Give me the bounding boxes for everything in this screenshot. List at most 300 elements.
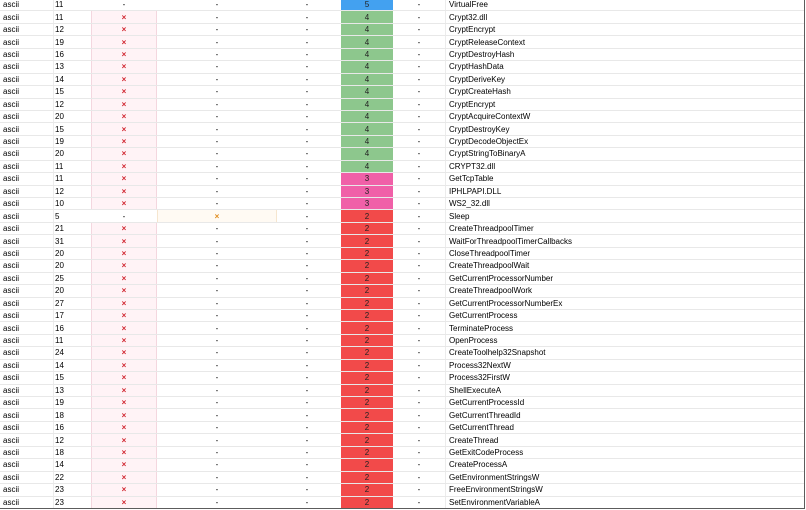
string-value-cell-text: CryptDestroyKey [449,124,510,134]
string-value-cell[interactable] [449,484,799,495]
flag-cell-1 [91,173,157,184]
flag-cell-4 [393,422,445,433]
flag-cell-2 [157,99,277,110]
length-cell-text: 12 [55,99,64,109]
score-cell-text: 4 [364,49,370,59]
type-cell [3,472,51,483]
flag-cell-4-text: - [417,174,421,184]
length-cell [55,385,91,396]
flag-cell-4 [393,36,445,47]
table-row[interactable] [0,310,805,322]
flag-cell-2 [157,0,277,10]
table-row[interactable] [0,0,805,11]
flag-cell-3 [277,136,337,147]
type-cell [3,497,51,508]
flag-cell-1 [91,322,157,333]
flag-cell-3-text: - [305,74,309,84]
string-value-cell-text: Sleep [449,211,470,221]
table-row[interactable] [0,497,805,509]
string-value-cell[interactable] [449,223,799,234]
table-row[interactable] [0,161,805,173]
flag-cell-3-text: - [305,161,309,171]
string-value-cell[interactable] [449,161,799,172]
flag-cell-2 [157,260,277,271]
table-row[interactable] [0,385,805,397]
length-cell [55,360,91,371]
length-cell [55,99,91,110]
flag-cell-4-text: - [417,161,421,171]
table-row[interactable] [0,273,805,285]
string-value-cell[interactable] [449,472,799,483]
flag-cell-2 [157,111,277,122]
table-row[interactable] [0,148,805,160]
flag-cell-2-text: - [215,410,219,420]
flag-cell-4-text: - [417,186,421,196]
table-row[interactable] [0,298,805,310]
flag-cell-2 [157,248,277,259]
table-row[interactable] [0,484,805,496]
string-value-cell[interactable] [449,198,799,209]
length-cell [55,148,91,159]
flag-cell-1-text: - [122,211,126,221]
score-cell-text: 4 [364,62,370,72]
type-cell [3,285,51,296]
table-row[interactable] [0,372,805,384]
flag-cell-4-text: - [417,472,421,482]
flag-cell-3-text: - [305,398,309,408]
type-cell [3,235,51,246]
length-cell [55,86,91,97]
flag-cell-4 [393,24,445,35]
type-cell-text: ascii [3,435,20,445]
table-row[interactable] [0,235,805,247]
string-value-cell[interactable] [449,235,799,246]
type-cell [3,335,51,346]
score-cell-text: 4 [364,25,370,35]
string-value-cell[interactable] [449,385,799,396]
string-value-cell-text: CreateThreadpoolWork [449,286,533,296]
table-row[interactable] [0,49,805,61]
flag-cell-3 [277,385,337,396]
string-value-cell[interactable] [449,434,799,445]
table-row[interactable] [0,136,805,148]
flag-cell-3 [277,322,337,333]
table-row[interactable] [0,422,805,434]
x-mark-icon: × [121,137,127,147]
length-cell [55,397,91,408]
string-value-cell[interactable] [449,61,799,72]
length-cell-text: 13 [55,62,64,72]
score-cell-text: 2 [364,261,370,271]
flag-cell-3-text: - [305,211,309,221]
x-mark-icon: × [121,99,127,109]
flag-cell-2-text: - [215,373,219,383]
table-row[interactable] [0,24,805,36]
length-cell [55,198,91,209]
flag-cell-1 [91,223,157,234]
flag-cell-2 [157,409,277,420]
string-value-cell-text: CryptReleaseContext [449,37,526,47]
flag-cell-4-text: - [417,112,421,122]
length-cell [55,409,91,420]
string-value-cell[interactable] [449,148,799,159]
flag-cell-1-text: - [122,0,126,10]
type-cell-text: ascii [3,261,20,271]
type-cell [3,99,51,110]
flag-cell-1 [91,99,157,110]
length-cell-text: 20 [55,248,64,258]
flag-cell-1 [91,198,157,209]
score-cell [341,385,393,396]
score-cell [341,148,393,159]
flag-cell-2-text: - [215,485,219,495]
string-value-cell[interactable] [449,347,799,358]
string-value-cell[interactable] [449,49,799,60]
string-value-cell[interactable] [449,111,799,122]
flag-cell-4 [393,161,445,172]
flag-cell-3-text: - [305,87,309,97]
type-cell-text: ascii [3,398,20,408]
type-cell [3,409,51,420]
score-cell [341,472,393,483]
flag-cell-2-text: - [215,311,219,321]
flag-cell-4-text: - [417,435,421,445]
table-row[interactable] [0,11,805,23]
string-value-cell-text: Process32NextW [449,360,511,370]
length-cell-text: 20 [55,149,64,159]
table-row[interactable] [0,409,805,421]
score-cell-text: 2 [364,360,370,370]
type-cell [3,248,51,259]
flag-cell-4-text: - [417,298,421,308]
table-row[interactable] [0,472,805,484]
length-cell-text: 19 [55,398,64,408]
string-value-cell[interactable] [449,422,799,433]
string-value-cell[interactable] [449,310,799,321]
table-row[interactable] [0,198,805,210]
type-cell-text: ascii [3,323,20,333]
score-cell [341,422,393,433]
string-value-cell-text: WaitForThreadpoolTimerCallbacks [449,236,572,246]
flag-cell-3 [277,49,337,60]
string-value-cell[interactable] [449,248,799,259]
flag-cell-1 [91,161,157,172]
table-row[interactable] [0,210,805,222]
type-cell-text: ascii [3,49,20,59]
score-cell [341,459,393,470]
type-cell [3,0,51,10]
flag-cell-2-text: - [215,186,219,196]
flag-cell-3-text: - [305,12,309,22]
flag-cell-2-text: - [215,25,219,35]
type-cell-text: ascii [3,248,20,258]
length-cell-text: 22 [55,472,64,482]
score-cell-text: 2 [364,211,370,221]
length-cell [55,459,91,470]
length-cell-text: 5 [55,211,60,221]
score-cell [341,223,393,234]
flag-cell-4 [393,173,445,184]
flag-cell-1 [91,409,157,420]
flag-cell-3-text: - [305,248,309,258]
string-value-cell-text: FreeEnvironmentStringsW [449,485,543,495]
flag-cell-4 [393,0,445,10]
flag-cell-3-text: - [305,199,309,209]
table-row[interactable] [0,397,805,409]
length-cell [55,248,91,259]
flag-cell-2 [157,210,277,221]
score-cell [341,447,393,458]
flag-cell-2 [157,322,277,333]
flag-cell-1 [91,335,157,346]
string-value-cell[interactable] [449,74,799,85]
length-cell-text: 19 [55,37,64,47]
score-cell-text: 4 [364,87,370,97]
flag-cell-3 [277,260,337,271]
flag-cell-3 [277,298,337,309]
string-value-cell[interactable] [449,322,799,333]
string-value-cell[interactable] [449,335,799,346]
type-cell-text: ascii [3,485,20,495]
length-cell [55,310,91,321]
table-row[interactable] [0,248,805,260]
string-value-cell[interactable] [449,99,799,110]
table-row[interactable] [0,86,805,98]
string-value-cell-text: TerminateProcess [449,323,514,333]
flag-cell-1 [91,74,157,85]
flag-cell-2 [157,223,277,234]
flag-cell-3 [277,335,337,346]
string-value-cell[interactable] [449,497,799,508]
string-value-cell-text: CreateThread [449,435,499,445]
type-cell-text: ascii [3,298,20,308]
table-row[interactable] [0,322,805,334]
x-mark-icon: × [121,447,127,457]
flag-cell-3 [277,447,337,458]
table-row[interactable] [0,173,805,185]
x-mark-icon: × [121,37,127,47]
flag-cell-3 [277,409,337,420]
string-value-cell[interactable] [449,136,799,147]
flag-cell-4 [393,459,445,470]
type-cell-text: ascii [3,174,20,184]
flag-cell-2 [157,310,277,321]
string-value-cell[interactable] [449,24,799,35]
table-row[interactable] [0,434,805,446]
string-value-cell-text: CreateThreadpoolTimer [449,224,534,234]
string-value-cell[interactable] [449,123,799,134]
score-cell-text: 5 [364,0,370,10]
length-cell-text: 13 [55,385,64,395]
flag-cell-1 [91,372,157,383]
string-value-cell[interactable] [449,360,799,371]
table-row[interactable] [0,74,805,86]
flag-cell-4-text: - [417,25,421,35]
type-cell-text: ascii [3,423,20,433]
table-row[interactable] [0,285,805,297]
score-cell-text: 4 [364,161,370,171]
length-cell-text: 23 [55,497,64,507]
flag-cell-4 [393,260,445,271]
flag-cell-2-text: - [215,137,219,147]
flag-cell-1 [91,497,157,508]
type-cell [3,360,51,371]
score-cell-text: 2 [364,348,370,358]
flag-cell-4 [393,99,445,110]
score-cell [341,298,393,309]
length-cell [55,136,91,147]
flag-cell-1 [91,285,157,296]
table-row[interactable] [0,123,805,135]
score-cell-text: 2 [364,410,370,420]
flag-cell-4 [393,186,445,197]
string-value-cell[interactable] [449,186,799,197]
type-cell [3,61,51,72]
flag-cell-2 [157,335,277,346]
score-cell-text: 4 [364,137,370,147]
type-cell-text: ascii [3,286,20,296]
type-cell-text: ascii [3,224,20,234]
score-cell [341,186,393,197]
string-value-cell[interactable] [449,409,799,420]
length-cell [55,372,91,383]
table-row[interactable] [0,260,805,272]
x-mark-icon: × [121,161,127,171]
flag-cell-2-text: - [215,360,219,370]
table-row[interactable] [0,186,805,198]
length-cell [55,422,91,433]
string-value-cell[interactable] [449,372,799,383]
length-cell-text: 14 [55,360,64,370]
flag-cell-4-text: - [417,336,421,346]
score-cell-text: 3 [364,186,370,196]
string-value-cell[interactable] [449,86,799,97]
string-value-cell-text: CryptStringToBinaryA [449,149,526,159]
table-row[interactable] [0,459,805,471]
string-value-cell[interactable] [449,285,799,296]
flag-cell-2-text: - [215,298,219,308]
type-cell-text: ascii [3,137,20,147]
string-value-cell-text: CloseThreadpoolTimer [449,248,531,258]
x-mark-icon: × [121,435,127,445]
score-cell [341,61,393,72]
type-cell-text: ascii [3,99,20,109]
flag-cell-1 [91,484,157,495]
type-cell-text: ascii [3,236,20,246]
string-value-cell[interactable] [449,397,799,408]
string-value-cell-text: CRYPT32.dll [449,161,496,171]
x-mark-icon: × [121,25,127,35]
string-value-cell-text: CryptDecodeObjectEx [449,137,529,147]
length-cell-text: 11 [55,0,64,10]
flag-cell-1 [91,123,157,134]
flag-cell-2-text: - [215,248,219,258]
flag-cell-2-text: - [215,435,219,445]
flag-cell-2 [157,36,277,47]
x-mark-icon: × [121,460,127,470]
table-row[interactable] [0,335,805,347]
score-cell [341,99,393,110]
table-row[interactable] [0,61,805,73]
string-value-cell-text: GetCurrentProcessorNumber [449,273,554,283]
flag-cell-3-text: - [305,311,309,321]
score-cell [341,248,393,259]
flag-cell-4-text: - [417,211,421,221]
length-cell [55,186,91,197]
table-row[interactable] [0,111,805,123]
flag-cell-3-text: - [305,423,309,433]
length-cell-text: 15 [55,373,64,383]
score-cell [341,322,393,333]
string-value-cell[interactable] [449,210,799,221]
flag-cell-4 [393,409,445,420]
flag-cell-3 [277,74,337,85]
table-row[interactable] [0,347,805,359]
score-cell [341,36,393,47]
table-row[interactable] [0,99,805,111]
length-cell-text: 17 [55,311,64,321]
string-value-cell[interactable] [449,459,799,470]
table-row[interactable] [0,36,805,48]
flag-cell-3-text: - [305,37,309,47]
string-value-cell[interactable] [449,447,799,458]
score-cell [341,260,393,271]
length-cell-text: 11 [55,336,64,346]
flag-cell-4 [393,136,445,147]
string-value-cell[interactable] [449,173,799,184]
string-value-cell-text: SetEnvironmentVariableA [449,497,541,507]
string-value-cell[interactable] [449,260,799,271]
flag-cell-3 [277,11,337,22]
score-cell [341,161,393,172]
length-cell [55,161,91,172]
flag-cell-4 [393,86,445,97]
x-mark-icon: × [121,423,127,433]
table-row[interactable] [0,360,805,372]
flag-cell-1 [91,347,157,358]
x-mark-icon: × [121,74,127,84]
x-mark-icon: × [121,472,127,482]
type-cell [3,49,51,60]
flag-cell-3 [277,248,337,259]
flag-cell-4-text: - [417,137,421,147]
type-cell-text: ascii [3,37,20,47]
flag-cell-4-text: - [417,373,421,383]
flag-cell-2 [157,24,277,35]
string-value-cell[interactable] [449,298,799,309]
type-cell-text: ascii [3,472,20,482]
string-value-cell[interactable] [449,0,799,10]
flag-cell-2-text: - [215,0,219,10]
flag-cell-4 [393,111,445,122]
flag-cell-3-text: - [305,410,309,420]
flag-cell-2-text: - [215,62,219,72]
type-cell [3,347,51,358]
string-value-cell[interactable] [449,36,799,47]
flag-cell-3-text: - [305,49,309,59]
x-mark-icon: × [121,286,127,296]
string-value-cell[interactable] [449,11,799,22]
score-cell [341,198,393,209]
score-cell [341,434,393,445]
type-cell [3,161,51,172]
string-value-cell-text: IPHLPAPI.DLL [449,186,502,196]
flag-cell-4-text: - [417,273,421,283]
string-value-cell[interactable] [449,273,799,284]
flag-cell-3 [277,186,337,197]
table-row[interactable] [0,447,805,459]
table-row[interactable] [0,223,805,235]
